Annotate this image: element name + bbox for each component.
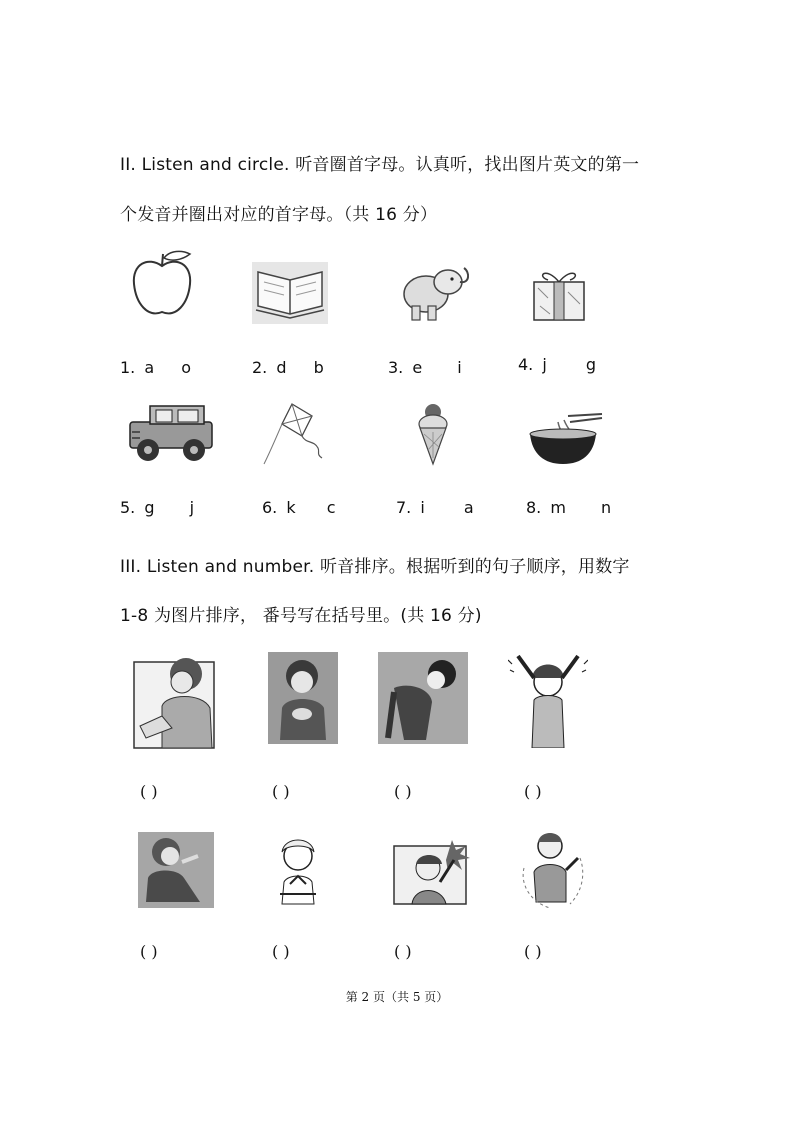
item-8: [526, 498, 611, 517]
section3-heading-zh: 听音排序。根据听到的句子顺序，用数字: [320, 557, 630, 577]
item-2: [252, 358, 324, 377]
item-4-option-a[interactable]: j: [542, 355, 547, 374]
item-3: [388, 358, 462, 377]
answer-paren-6[interactable]: ( ): [272, 942, 290, 961]
answer-paren-2[interactable]: ( ): [272, 782, 290, 801]
item-5-option-b[interactable]: j: [189, 498, 195, 517]
item-4-option-b[interactable]: g: [585, 355, 597, 374]
section3-heading-line1: [120, 552, 630, 577]
item-7-option-b[interactable]: a: [463, 498, 474, 517]
book-icon: [252, 262, 328, 324]
answer-paren-7[interactable]: ( ): [394, 942, 412, 961]
item-2-option-a[interactable]: d: [276, 358, 287, 377]
item-2-number: 2.: [252, 358, 268, 377]
item-5-number: 5.: [120, 498, 136, 517]
page-footer: 第 2 页（共 5 页）: [345, 990, 449, 1004]
section3-heading-en: III. Listen and number.: [120, 557, 315, 577]
answer-paren-4[interactable]: ( ): [524, 782, 542, 801]
item-4-number: 4.: [518, 355, 534, 374]
jeep-icon: [126, 402, 216, 466]
item-6-option-a[interactable]: k: [286, 498, 296, 517]
section2-heading-line2: 个发音并圈出对应的首字母。（共 16 分）: [120, 205, 438, 225]
apple-icon: [130, 248, 194, 320]
item-6: [262, 498, 336, 517]
elephant-icon: [398, 262, 472, 324]
section3-heading-line2: 1-8 为图片排序， 番号写在括号里。(共 16 分): [120, 606, 482, 626]
item-1-option-b[interactable]: o: [181, 358, 192, 377]
boy-bending-icon: [378, 652, 468, 744]
item-7-option-a[interactable]: i: [420, 498, 425, 517]
section2-heading-en: II. Listen and circle.: [120, 155, 290, 175]
item-6-number: 6.: [262, 498, 278, 517]
item-1-option-a[interactable]: a: [144, 358, 155, 377]
item-6-option-b[interactable]: c: [326, 498, 336, 517]
item-3-option-b[interactable]: i: [457, 358, 462, 377]
answer-paren-3[interactable]: ( ): [394, 782, 412, 801]
boy-turning-icon: [520, 828, 586, 910]
item-8-option-a[interactable]: m: [550, 498, 566, 517]
item-7-number: 7.: [396, 498, 412, 517]
girl-sitting-icon: [138, 832, 214, 908]
item-5: [120, 498, 194, 517]
item-3-option-a[interactable]: e: [412, 358, 423, 377]
item-2-option-b[interactable]: b: [313, 358, 324, 377]
answer-paren-8[interactable]: ( ): [524, 942, 542, 961]
item-1-number: 1.: [120, 358, 136, 377]
noodles-icon: [528, 412, 604, 468]
kite-icon: [262, 402, 326, 468]
gift-icon: [528, 262, 590, 322]
boy-sitting-icon: [268, 652, 338, 744]
girl-clapping-icon: [270, 834, 326, 906]
item-7: [396, 498, 474, 517]
item-8-number: 8.: [526, 498, 542, 517]
boy-pointing-icon: [392, 836, 472, 906]
section2-heading-line1: [120, 150, 639, 175]
item-4: [518, 355, 596, 374]
item-8-option-b[interactable]: n: [601, 498, 612, 517]
boy-drawing-icon: [132, 646, 218, 750]
answer-paren-1[interactable]: ( ): [140, 782, 158, 801]
item-3-number: 3.: [388, 358, 404, 377]
ice-cream-icon: [416, 402, 450, 466]
section2-heading-zh: 听音圈首字母。认真听，找出图片英文的第一: [295, 155, 640, 175]
item-5-option-a[interactable]: g: [144, 498, 155, 517]
girl-waving-icon: [508, 652, 588, 748]
item-1: [120, 358, 191, 377]
answer-paren-5[interactable]: ( ): [140, 942, 158, 961]
